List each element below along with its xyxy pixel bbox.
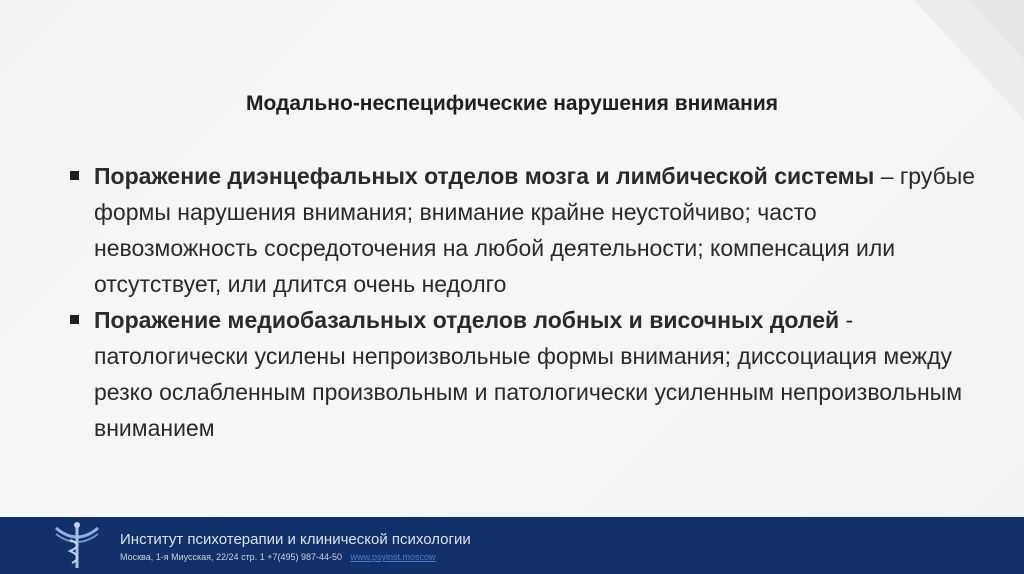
slide-title: Модально-неспецифические нарушения внимания — [246, 92, 778, 115]
organization-name: Институт психотерапии и клинической психологии — [120, 531, 471, 548]
address-text: Москва, 1-я Миусская, 22/24 стр. 1 +7(495) 987-44-50 — [120, 552, 343, 562]
caduceus-psi-logo-icon — [50, 520, 104, 570]
footer-bar — [0, 517, 1024, 574]
website-link[interactable]: www.psyinst.moscow — [350, 552, 436, 562]
bullet-item — [70, 158, 980, 302]
bullet-item — [70, 302, 980, 446]
square-bullet-icon — [70, 315, 79, 324]
bullet-text: - патологически усилены непроизвольные формы внимания; диссоциация между резко ослабленным произвольным и патологически усиленным непроизвольным вниманием — [94, 307, 963, 441]
square-bullet-icon — [70, 171, 79, 180]
bullet-list — [70, 158, 980, 446]
bullet-text: – грубые формы нарушения внимания; внимание крайне неустойчиво; часто невозможность сосредоточения на любой деятельности; компенсация или отсутствует, или длится очень недолго — [94, 163, 976, 297]
bullet-heading: Поражение диэнцефальных отделов мозга и лимбической системы — [94, 163, 875, 189]
contact-line — [120, 552, 436, 562]
bullet-heading: Поражение медиобазальных отделов лобных и височных долей — [94, 307, 840, 333]
